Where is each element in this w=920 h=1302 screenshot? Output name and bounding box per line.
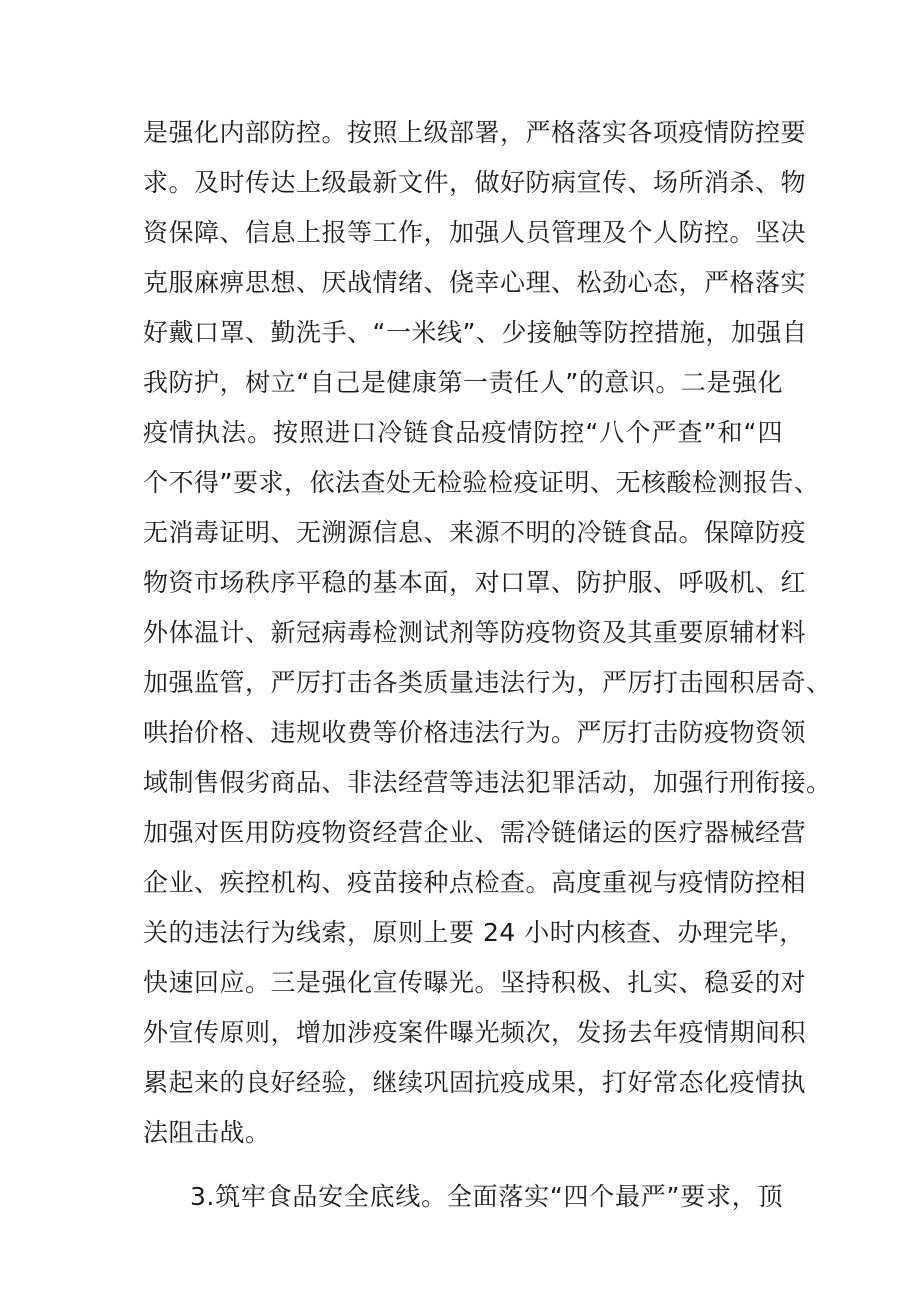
paragraph-1-line-1: 是强化内部防控。按照上级部署，严格落实各项疫情防控要 xyxy=(143,118,807,147)
paragraph-1-line-10: 物资市场秩序平稳的基本面，对口罩、防护服、呼吸机、红 xyxy=(143,568,807,597)
paragraph-1-line-19: 外宣传原则，增加涉疫案件曝光频次，发扬去年疫情期间积 xyxy=(143,1018,807,1047)
paragraph-1-line-9: 无消毒证明、无溯源信息、来源不明的冷链食品。保障防疫 xyxy=(143,518,807,547)
paragraph-1-line-15: 加强对医用防疫物资经营企业、需冷链储运的医疗器械经营 xyxy=(143,818,807,847)
paragraph-1-line-12: 加强监管，严厉打击各类质量违法行为，严厉打击囤积居奇、 xyxy=(143,668,832,697)
paragraph-1-line-7: 疫情执法。按照进口冷链食品疫情防控“八个严查”和“四 xyxy=(143,418,783,447)
paragraph-1-line-6: 我防护，树立“自己是健康第一责任人”的意识。二是强化 xyxy=(143,368,783,397)
paragraph-1-line-17: 关的违法行为线索，原则上要 24 小时内核查、办理完毕， xyxy=(143,918,805,947)
paragraph-1-line-18: 快速回应。三是强化宣传曝光。坚持积极、扎实、稳妥的对 xyxy=(143,968,807,997)
paragraph-1-line-14: 域制售假劣商品、非法经营等违法犯罪活动，加强行刑衔接。 xyxy=(143,768,832,797)
paragraph-1-line-4: 克服麻痹思想、厌战情绪、侥幸心理、松劲心态，严格落实 xyxy=(143,268,807,297)
paragraph-1-line-3: 资保障、信息上报等工作，加强人员管理及个人防控。坚决 xyxy=(143,218,807,247)
paragraph-1-line-5: 好戴口罩、勤洗手、“一米线”、少接触等防控措施，加强自 xyxy=(143,318,808,347)
paragraph-2-line-1: 3.筑牢食品安全底线。全面落实“四个最严”要求，顶 xyxy=(190,1182,783,1211)
paragraph-1-line-13: 哄抬价格、违规收费等价格违法行为。严厉打击防疫物资领 xyxy=(143,718,807,747)
paragraph-1-line-20: 累起来的良好经验，继续巩固抗疫成果，打好常态化疫情执 xyxy=(143,1068,807,1097)
paragraph-1-line-8: 个不得”要求，依法查处无检验检疫证明、无核酸检测报告、 xyxy=(143,468,820,497)
paragraph-1-line-21: 法阻击战。 xyxy=(143,1118,271,1147)
paragraph-1-line-11: 外体温计、新冠病毒检测试剂等防疫物资及其重要原辅材料 xyxy=(143,618,807,647)
paragraph-1-line-2: 求。及时传达上级最新文件，做好防病宣传、场所消杀、物 xyxy=(143,168,807,197)
paragraph-1-line-16: 企业、疾控机构、疫苗接种点检查。高度重视与疫情防控相 xyxy=(143,868,807,897)
